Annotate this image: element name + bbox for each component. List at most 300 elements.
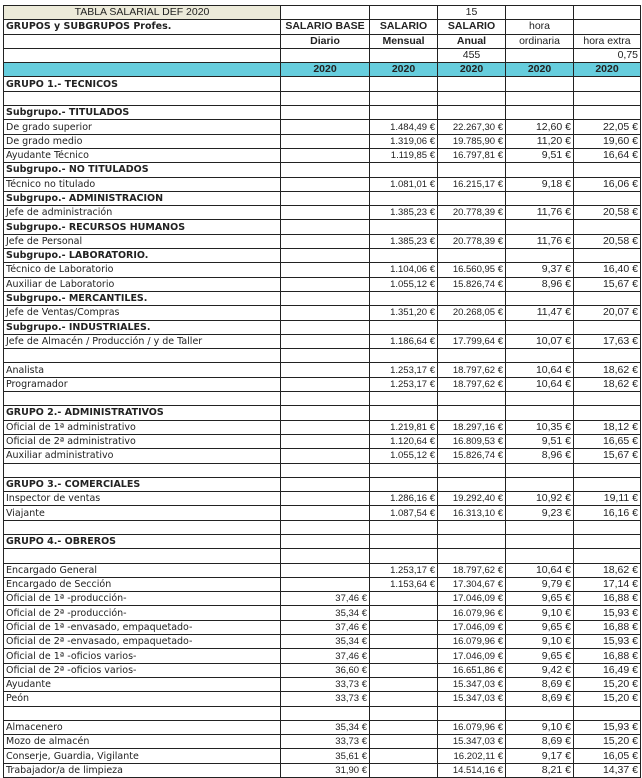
- cell-extra: 16,88 €: [574, 592, 641, 606]
- col-anual-header: SALARIO: [438, 20, 506, 34]
- group-header-row: [4, 406, 641, 420]
- cell-diario: [281, 434, 370, 448]
- header-row-2: [4, 34, 641, 48]
- cell-anual: [438, 463, 506, 477]
- cell-anual: 16.079,96 €: [438, 720, 506, 734]
- cell-anual: 16.079,96 €: [438, 606, 506, 620]
- cell-mensual: 1.055,12 €: [370, 277, 438, 291]
- cell-diario: [281, 106, 370, 120]
- cell-extra: 14,37 €: [574, 763, 641, 777]
- cell-diario: [281, 549, 370, 563]
- group-label: Subgrupo.- ADMINISTRACION: [4, 191, 281, 205]
- cell-ord: [506, 463, 574, 477]
- cell-extra: [574, 463, 641, 477]
- cell-mensual: 1.153,64 €: [370, 577, 438, 591]
- cell-diario: [281, 563, 370, 577]
- cell-anual: 16.809,53 €: [438, 434, 506, 448]
- cell-ord: [506, 392, 574, 406]
- cell-anual: 20.778,39 €: [438, 206, 506, 220]
- cell-mensual: 1.351,20 €: [370, 306, 438, 320]
- table-row: [4, 148, 641, 162]
- cell-mensual: [370, 606, 438, 620]
- cell-anual: [438, 320, 506, 334]
- table-row: [4, 263, 641, 277]
- cell-diario: [281, 706, 370, 720]
- cell-ord: 9,65 €: [506, 592, 574, 606]
- cell-anual: 16.215,17 €: [438, 177, 506, 191]
- col-extra-header: hora extra: [574, 34, 641, 48]
- cell-ord: 9,51 €: [506, 148, 574, 162]
- cell-extra: [574, 349, 641, 363]
- cell-ord: 11,76 €: [506, 234, 574, 248]
- year-ordinaria: 2020: [506, 63, 574, 77]
- cell-anual: [438, 520, 506, 534]
- cell-diario: [281, 249, 370, 263]
- cell-anual: 18.797,62 €: [438, 377, 506, 391]
- cell-diario: 35,61 €: [281, 749, 370, 763]
- table-row: [4, 749, 641, 763]
- blank-row: [4, 91, 641, 105]
- cell-mensual: 1.253,17 €: [370, 563, 438, 577]
- cell-extra: 19,11 €: [574, 492, 641, 506]
- cell-mensual: [370, 635, 438, 649]
- empty-cell: [4, 392, 281, 406]
- cell-mensual: [370, 77, 438, 91]
- cell-diario: [281, 134, 370, 148]
- cell-extra: 20,58 €: [574, 206, 641, 220]
- subgroup-header-row: [4, 291, 641, 305]
- cell-diario: 35,34 €: [281, 635, 370, 649]
- cell-extra: 19,60 €: [574, 134, 641, 148]
- table-title: TABLA SALARIAL DEF 2020: [4, 6, 281, 20]
- cell-diario: [281, 577, 370, 591]
- cell-anual: 16.797,81 €: [438, 148, 506, 162]
- subgroup-header-row: [4, 191, 641, 205]
- job-title: Oficial de 2ª -oficios varios-: [4, 663, 281, 677]
- cell-extra: [574, 106, 641, 120]
- cell-ord: 9,10 €: [506, 720, 574, 734]
- extra-factor: 0,75: [574, 48, 641, 62]
- cell-anual: [438, 77, 506, 91]
- cell-mensual: [370, 320, 438, 334]
- table-row: [4, 606, 641, 620]
- job-title: De grado medio: [4, 134, 281, 148]
- cell-diario: [281, 91, 370, 105]
- cell-mensual: [370, 763, 438, 777]
- cell-ord: [506, 406, 574, 420]
- cell-anual: 15.826,74 €: [438, 277, 506, 291]
- cell-diario: [281, 406, 370, 420]
- job-title: Trabajador/a de limpieza: [4, 763, 281, 777]
- cell-mensual: [370, 91, 438, 105]
- group-label: GRUPO 3.- COMERCIALES: [4, 477, 281, 491]
- cell-anual: [438, 91, 506, 105]
- group-label: Subgrupo.- LABORATORIO.: [4, 249, 281, 263]
- cell-extra: [574, 291, 641, 305]
- cell-extra: 16,05 €: [574, 749, 641, 763]
- cell-anual: 17.799,64 €: [438, 334, 506, 348]
- cell-diario: [281, 234, 370, 248]
- job-title: Jefe de Almacén / Producción / y de Taller: [4, 334, 281, 348]
- table-row: [4, 420, 641, 434]
- cell-diario: [281, 477, 370, 491]
- cell-diario: [281, 120, 370, 134]
- cell-mensual: 1.219,81 €: [370, 420, 438, 434]
- cell-ord: 9,51 €: [506, 434, 574, 448]
- blank-row: [4, 549, 641, 563]
- table-row: [4, 434, 641, 448]
- cell-mensual: [370, 706, 438, 720]
- cell-ord: [506, 91, 574, 105]
- cell-mensual: 1.484,49 €: [370, 120, 438, 134]
- factor-row: [4, 48, 641, 62]
- cell-anual: [438, 349, 506, 363]
- cell-anual: [438, 406, 506, 420]
- cell-extra: 16,49 €: [574, 663, 641, 677]
- cell-mensual: [370, 649, 438, 663]
- job-title: Oficial de 1ª administrativo: [4, 420, 281, 434]
- table-row: [4, 563, 641, 577]
- cell-diario: 33,73 €: [281, 735, 370, 749]
- cell-anual: 16.651,86 €: [438, 663, 506, 677]
- cell-extra: [574, 549, 641, 563]
- cell-diario: [281, 177, 370, 191]
- job-title: Peón: [4, 692, 281, 706]
- cell-mensual: [370, 106, 438, 120]
- cell-anual: 22.267,30 €: [438, 120, 506, 134]
- table-row: [4, 720, 641, 734]
- blank-row: [4, 520, 641, 534]
- cell-extra: 18,62 €: [574, 377, 641, 391]
- cell-ord: [506, 249, 574, 263]
- cell-mensual: [370, 749, 438, 763]
- cell-ord: 8,96 €: [506, 277, 574, 291]
- cell-diario: [281, 392, 370, 406]
- cell-mensual: 1.186,64 €: [370, 334, 438, 348]
- cell-anual: 16.560,95 €: [438, 263, 506, 277]
- table-row: [4, 277, 641, 291]
- cell-extra: [574, 534, 641, 548]
- table-row: [4, 120, 641, 134]
- cell-extra: [574, 706, 641, 720]
- cell-mensual: [370, 735, 438, 749]
- group-label: GRUPO 4.- OBREROS: [4, 534, 281, 548]
- cell-mensual: 1.286,16 €: [370, 492, 438, 506]
- cell-diario: [281, 220, 370, 234]
- cell-anual: 19.785,90 €: [438, 134, 506, 148]
- cell-diario: [281, 163, 370, 177]
- job-title: Oficial de 1ª -oficios varios-: [4, 649, 281, 663]
- cell-extra: [574, 163, 641, 177]
- group-label: GRUPO 1.- TECNICOS: [4, 77, 281, 91]
- cell-mensual: [370, 720, 438, 734]
- cell-ord: [506, 549, 574, 563]
- cell-anual: [438, 549, 506, 563]
- table-row: [4, 206, 641, 220]
- cell-mensual: [370, 163, 438, 177]
- cell-diario: 36,60 €: [281, 663, 370, 677]
- cell-ord: [506, 520, 574, 534]
- cell-extra: 16,88 €: [574, 649, 641, 663]
- cell-anual: [438, 191, 506, 205]
- cell-ord: 11,20 €: [506, 134, 574, 148]
- cell-diario: [281, 77, 370, 91]
- cell-mensual: [370, 520, 438, 534]
- cell-extra: [574, 91, 641, 105]
- cell-ord: 9,65 €: [506, 649, 574, 663]
- group-header-row: [4, 477, 641, 491]
- col-mensual-header: SALARIO: [370, 20, 438, 34]
- cell-anual: [438, 534, 506, 548]
- cell-anual: 15.826,74 €: [438, 449, 506, 463]
- table-row: [4, 735, 641, 749]
- table-row: [4, 449, 641, 463]
- job-title: Conserje, Guardia, Vigilante: [4, 749, 281, 763]
- col-diario-subheader: Diario: [281, 34, 370, 48]
- cell-extra: [574, 392, 641, 406]
- cell-diario: [281, 334, 370, 348]
- cell-diario: [281, 506, 370, 520]
- blank-row: [4, 463, 641, 477]
- cell-ord: [506, 77, 574, 91]
- cell-diario: 35,34 €: [281, 606, 370, 620]
- cell-extra: [574, 520, 641, 534]
- cell-diario: 31,90 €: [281, 763, 370, 777]
- cell-ord: [506, 191, 574, 205]
- table-row: [4, 763, 641, 777]
- cell-diario: [281, 148, 370, 162]
- cell-extra: [574, 249, 641, 263]
- subgroup-header-row: [4, 220, 641, 234]
- table-row: [4, 492, 641, 506]
- group-label: GRUPO 2.- ADMINISTRATIVOS: [4, 406, 281, 420]
- table-row: [4, 363, 641, 377]
- table-row: [4, 663, 641, 677]
- cell-extra: 18,62 €: [574, 363, 641, 377]
- cell-extra: 15,20 €: [574, 735, 641, 749]
- cell-ord: [506, 320, 574, 334]
- job-title: Encargado General: [4, 563, 281, 577]
- cell-extra: 16,64 €: [574, 148, 641, 162]
- cell-diario: [281, 349, 370, 363]
- cell-diario: [281, 291, 370, 305]
- cell-diario: [281, 420, 370, 434]
- cell-diario: [281, 191, 370, 205]
- cell-anual: [438, 477, 506, 491]
- cell-diario: [281, 363, 370, 377]
- cell-mensual: 1.055,12 €: [370, 449, 438, 463]
- table-row: [4, 577, 641, 591]
- cell-diario: 35,34 €: [281, 720, 370, 734]
- cell-ord: [506, 163, 574, 177]
- group-label: Subgrupo.- INDUSTRIALES.: [4, 320, 281, 334]
- table-row: [4, 506, 641, 520]
- table-row: [4, 134, 641, 148]
- subgroup-header-row: [4, 249, 641, 263]
- cell-ord: 9,10 €: [506, 635, 574, 649]
- table-row: [4, 620, 641, 634]
- group-header-row: [4, 534, 641, 548]
- job-title: Auxiliar administrativo: [4, 449, 281, 463]
- cell-anual: 18.297,16 €: [438, 420, 506, 434]
- empty-cell: [4, 549, 281, 563]
- cell-extra: 18,62 €: [574, 563, 641, 577]
- cell-mensual: 1.253,17 €: [370, 377, 438, 391]
- job-title: Oficial de 1ª -producción-: [4, 592, 281, 606]
- cell-extra: 15,93 €: [574, 606, 641, 620]
- cell-mensual: [370, 249, 438, 263]
- cell-diario: [281, 520, 370, 534]
- table-row: [4, 649, 641, 663]
- cell-anual: 16.202,11 €: [438, 749, 506, 763]
- col-ordinaria-header: hora: [506, 20, 574, 34]
- blank-row: [4, 706, 641, 720]
- cell-anual: [438, 706, 506, 720]
- job-title: Ayudante Técnico: [4, 148, 281, 162]
- empty-cell: [4, 91, 281, 105]
- cell-mensual: [370, 392, 438, 406]
- cell-extra: [574, 320, 641, 334]
- job-title: Jefe de Ventas/Compras: [4, 306, 281, 320]
- table-row: [4, 334, 641, 348]
- cell-ord: [506, 220, 574, 234]
- cell-anual: [438, 392, 506, 406]
- cell-anual: 20.268,05 €: [438, 306, 506, 320]
- col-anual-subheader: Anual: [438, 34, 506, 48]
- cell-extra: 15,67 €: [574, 277, 641, 291]
- cell-diario: [281, 320, 370, 334]
- cell-mensual: [370, 191, 438, 205]
- cell-mensual: 1.385,23 €: [370, 234, 438, 248]
- cell-ord: [506, 291, 574, 305]
- cell-anual: 17.304,67 €: [438, 577, 506, 591]
- cell-anual: 18.797,62 €: [438, 363, 506, 377]
- cell-anual: [438, 249, 506, 263]
- group-header-row: [4, 77, 641, 91]
- cell-mensual: [370, 677, 438, 691]
- cell-extra: 15,20 €: [574, 677, 641, 691]
- cell-ord: 10,35 €: [506, 420, 574, 434]
- job-title: De grado superior: [4, 120, 281, 134]
- job-title: Oficial de 2ª -envasado, empaquetado-: [4, 635, 281, 649]
- cell-ord: 9,37 €: [506, 263, 574, 277]
- cell-ord: 10,92 €: [506, 492, 574, 506]
- cell-diario: [281, 206, 370, 220]
- table-row: [4, 592, 641, 606]
- cell-mensual: [370, 477, 438, 491]
- table-row: [4, 177, 641, 191]
- header-row-1: [4, 20, 641, 34]
- cell-extra: 20,58 €: [574, 234, 641, 248]
- cell-diario: 37,46 €: [281, 620, 370, 634]
- cell-diario: [281, 263, 370, 277]
- cell-extra: [574, 77, 641, 91]
- job-title: Inspector de ventas: [4, 492, 281, 506]
- cell-extra: 20,07 €: [574, 306, 641, 320]
- salary-table: [3, 5, 641, 778]
- cell-anual: 17.046,09 €: [438, 620, 506, 634]
- cell-ord: 10,64 €: [506, 377, 574, 391]
- year-row: [4, 63, 641, 77]
- cell-ord: 8,69 €: [506, 692, 574, 706]
- cell-anual: 14.514,16 €: [438, 763, 506, 777]
- job-title: Mozo de almacén: [4, 735, 281, 749]
- subgroup-header-row: [4, 320, 641, 334]
- cell-ord: 10,64 €: [506, 563, 574, 577]
- cell-diario: [281, 377, 370, 391]
- cell-mensual: 1.385,23 €: [370, 206, 438, 220]
- cell-anual: 15.347,03 €: [438, 735, 506, 749]
- cell-extra: 15,93 €: [574, 635, 641, 649]
- cell-mensual: [370, 620, 438, 634]
- blank-row: [4, 349, 641, 363]
- cell-anual: 19.292,40 €: [438, 492, 506, 506]
- job-title: Auxiliar de Laboratorio: [4, 277, 281, 291]
- subgroup-header-row: [4, 106, 641, 120]
- cell-ord: 9,18 €: [506, 177, 574, 191]
- cell-ord: 8,96 €: [506, 449, 574, 463]
- cell-extra: 16,88 €: [574, 620, 641, 634]
- col-diario-header: SALARIO BASE: [281, 20, 370, 34]
- cell-mensual: [370, 406, 438, 420]
- cell-ord: 8,69 €: [506, 677, 574, 691]
- cell-anual: 15.347,03 €: [438, 692, 506, 706]
- cell-ord: 9,79 €: [506, 577, 574, 591]
- subgroup-header-row: [4, 163, 641, 177]
- cell-ord: [506, 349, 574, 363]
- job-title: Jefe de administración: [4, 206, 281, 220]
- group-label: Subgrupo.- MERCANTILES.: [4, 291, 281, 305]
- cell-ord: 9,17 €: [506, 749, 574, 763]
- table-row: [4, 692, 641, 706]
- anual-factor: 455: [438, 48, 506, 62]
- job-title: Ayudante: [4, 677, 281, 691]
- year-anual: 2020: [438, 63, 506, 77]
- cell-extra: [574, 220, 641, 234]
- cell-diario: [281, 534, 370, 548]
- table-row: [4, 635, 641, 649]
- year-diario: 2020: [281, 63, 370, 77]
- cell-mensual: [370, 592, 438, 606]
- cell-mensual: 1.319,06 €: [370, 134, 438, 148]
- cell-ord: 10,64 €: [506, 363, 574, 377]
- job-title: Jefe de Personal: [4, 234, 281, 248]
- cell-diario: 33,73 €: [281, 677, 370, 691]
- cell-ord: 9,23 €: [506, 506, 574, 520]
- cell-ord: 10,07 €: [506, 334, 574, 348]
- cell-ord: 11,47 €: [506, 306, 574, 320]
- year-extra: 2020: [574, 63, 641, 77]
- cell-extra: [574, 191, 641, 205]
- cell-mensual: 1.104,06 €: [370, 263, 438, 277]
- cell-ord: [506, 534, 574, 548]
- cell-extra: 15,67 €: [574, 449, 641, 463]
- cell-mensual: [370, 692, 438, 706]
- job-title: Oficial de 2ª -producción-: [4, 606, 281, 620]
- empty-cell: [4, 706, 281, 720]
- cell-extra: 22,05 €: [574, 120, 641, 134]
- cell-diario: [281, 492, 370, 506]
- cell-anual: [438, 220, 506, 234]
- cell-mensual: 1.081,01 €: [370, 177, 438, 191]
- cell-extra: 16,40 €: [574, 263, 641, 277]
- cell-extra: 15,93 €: [574, 720, 641, 734]
- cell-anual: 15.347,03 €: [438, 677, 506, 691]
- cell-extra: 16,06 €: [574, 177, 641, 191]
- cell-mensual: [370, 549, 438, 563]
- cell-mensual: [370, 349, 438, 363]
- anual-top-value: 15: [438, 6, 506, 20]
